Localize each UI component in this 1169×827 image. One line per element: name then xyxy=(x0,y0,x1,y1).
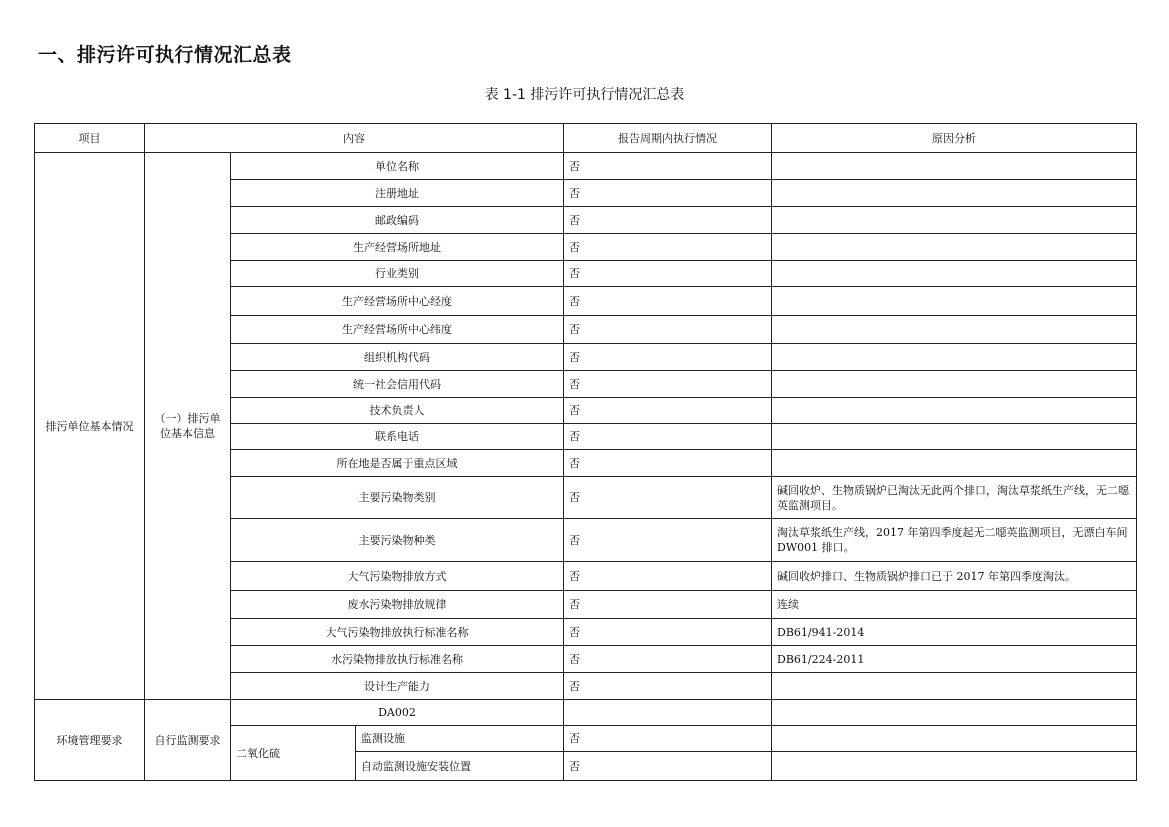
status-cell: 否 xyxy=(564,450,772,477)
status-cell: 否 xyxy=(564,477,772,519)
group-item-label: 环境管理要求 xyxy=(35,700,145,781)
content-cell: 大气污染物排放执行标准名称 xyxy=(231,619,564,646)
status-cell: 否 xyxy=(564,646,772,673)
permit-summary-table xyxy=(34,123,1137,781)
reason-cell xyxy=(772,180,1137,207)
status-cell xyxy=(564,700,772,726)
status-cell: 否 xyxy=(564,673,772,700)
reason-cell xyxy=(772,287,1137,316)
group-sub-label: （一）排污单位基本信息 xyxy=(145,153,231,700)
content-cell: 主要污染物种类 xyxy=(231,519,564,562)
reason-cell xyxy=(772,752,1137,781)
content-cell: 自动监测设施安装位置 xyxy=(356,752,564,781)
status-cell: 否 xyxy=(564,519,772,562)
content-cell: 联系电话 xyxy=(231,424,564,450)
content-cell: 组织机构代码 xyxy=(231,344,564,371)
status-cell: 否 xyxy=(564,287,772,316)
status-cell: 否 xyxy=(564,371,772,398)
reason-cell xyxy=(772,673,1137,700)
content-cell: 技术负责人 xyxy=(231,398,564,424)
status-cell: 否 xyxy=(564,153,772,180)
status-cell: 否 xyxy=(564,591,772,619)
col-header-item: 项目 xyxy=(35,124,145,153)
status-cell: 否 xyxy=(564,726,772,752)
content-cell: 单位名称 xyxy=(231,153,564,180)
reason-cell xyxy=(772,261,1137,287)
reason-cell xyxy=(772,700,1137,726)
col-header-status: 报告周期内执行情况 xyxy=(564,124,772,153)
reason-cell xyxy=(772,371,1137,398)
col-header-content: 内容 xyxy=(145,124,564,153)
reason-cell xyxy=(772,424,1137,450)
status-cell: 否 xyxy=(564,398,772,424)
section-heading: 一、排污许可执行情况汇总表 xyxy=(38,44,292,66)
reason-cell: 碱回收炉、生物质锅炉已淘汰无此两个排口，淘汰草浆纸生产线，无二噁英监测项目。 xyxy=(772,477,1137,519)
pollutant-cell: 二氧化硫 xyxy=(231,726,356,781)
content-cell: 废水污染物排放规律 xyxy=(231,591,564,619)
status-cell: 否 xyxy=(564,261,772,287)
content-cell: 大气污染物排放方式 xyxy=(231,562,564,591)
reason-cell xyxy=(772,316,1137,344)
status-cell: 否 xyxy=(564,752,772,781)
content-cell: 设计生产能力 xyxy=(231,673,564,700)
content-cell: 生产经营场所地址 xyxy=(231,234,564,261)
table-caption: 表 1-1 排污许可执行情况汇总表 xyxy=(484,87,685,103)
reason-cell xyxy=(772,234,1137,261)
reason-cell xyxy=(772,153,1137,180)
reason-cell: 连续 xyxy=(772,591,1137,619)
group-sub-label: 自行监测要求 xyxy=(145,700,231,781)
status-cell: 否 xyxy=(564,316,772,344)
status-cell: 否 xyxy=(564,424,772,450)
table-row xyxy=(35,700,1137,726)
reason-cell xyxy=(772,344,1137,371)
content-cell: 统一社会信用代码 xyxy=(231,371,564,398)
reason-cell: DB61/941-2014 xyxy=(772,619,1137,646)
group-item-label: 排污单位基本情况 xyxy=(35,153,145,700)
status-cell: 否 xyxy=(564,207,772,234)
content-cell: 注册地址 xyxy=(231,180,564,207)
reason-cell xyxy=(772,398,1137,424)
table-row xyxy=(35,153,1137,180)
content-cell: 主要污染物类别 xyxy=(231,477,564,519)
reason-cell: 碱回收炉排口、生物质锅炉排口已于 2017 年第四季度淘汰。 xyxy=(772,562,1137,591)
content-cell: 邮政编码 xyxy=(231,207,564,234)
header-row xyxy=(35,124,1137,153)
content-cell: 生产经营场所中心经度 xyxy=(231,287,564,316)
status-cell: 否 xyxy=(564,234,772,261)
reason-cell xyxy=(772,207,1137,234)
col-header-reason: 原因分析 xyxy=(772,124,1137,153)
reason-cell: DB61/224-2011 xyxy=(772,646,1137,673)
outlet-cell: DA002 xyxy=(231,700,564,726)
status-cell: 否 xyxy=(564,619,772,646)
reason-cell xyxy=(772,450,1137,477)
reason-cell: 淘汰草浆纸生产线，2017 年第四季度起无二噁英监测项目，无漂白车间 DW001 排口。 xyxy=(772,519,1137,562)
content-cell: 监测设施 xyxy=(356,726,564,752)
content-cell: 水污染物排放执行标准名称 xyxy=(231,646,564,673)
status-cell: 否 xyxy=(564,562,772,591)
status-cell: 否 xyxy=(564,344,772,371)
content-cell: 行业类别 xyxy=(231,261,564,287)
reason-cell xyxy=(772,726,1137,752)
content-cell: 生产经营场所中心纬度 xyxy=(231,316,564,344)
status-cell: 否 xyxy=(564,180,772,207)
content-cell: 所在地是否属于重点区域 xyxy=(231,450,564,477)
